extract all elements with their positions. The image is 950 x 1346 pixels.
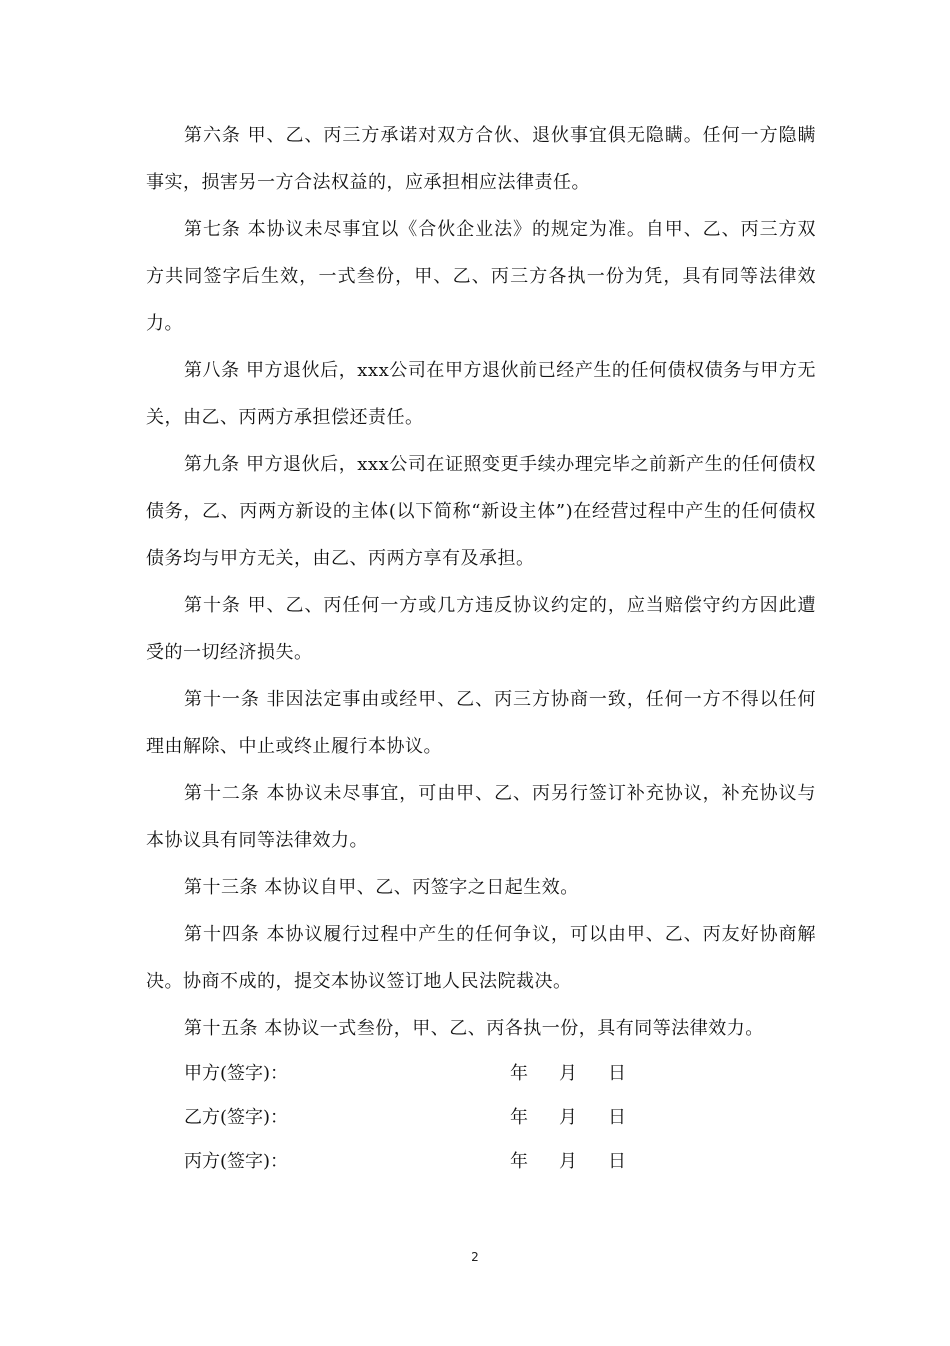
date-day-label: 日	[608, 1151, 626, 1172]
clause-11: 第十一条 非因法定事由或经甲、乙、丙三方协商一致，任何一方不得以任何理由解除、中止或终止履行本协议。	[146, 689, 816, 757]
clause-10: 第十条 甲、乙、丙任何一方或几方违反协议约定的，应当赔偿守约方因此遭受的一切经济损失。	[146, 595, 816, 663]
signature-label: 乙方(签字)：	[184, 1107, 289, 1128]
date-year-label: 年	[510, 1107, 528, 1128]
signature-row-party-a	[146, 1052, 816, 1096]
clause-14: 第十四条 本协议履行过程中产生的任何争议，可以由甲、乙、丙友好协商解决。协商不成的，提交本协议签订地人民法院裁决。	[146, 924, 816, 992]
signature-block	[146, 1052, 816, 1184]
date-day-label: 日	[608, 1107, 626, 1128]
signature-label: 丙方(签字)：	[184, 1151, 289, 1172]
clause-8: 第八条 甲方退伙后，xxx公司在甲方退伙前已经产生的任何债权债务与甲方无关，由乙、丙两方承担偿还责任。	[146, 360, 816, 428]
clause-9: 第九条 甲方退伙后，xxx公司在证照变更手续办理完毕之前新产生的任何债权债务，乙、丙两方新设的主体(以下简称“新设主体”)在经营过程中产生的任何债权债务均与甲方无关，由乙、丙两方享有及承担。	[146, 454, 816, 569]
document-body	[146, 112, 816, 1184]
page-number: 2	[471, 1250, 479, 1264]
signature-row-party-c	[146, 1140, 816, 1184]
clause-13: 第十三条 本协议自甲、乙、丙签字之日起生效。	[184, 877, 579, 898]
date-month-label: 月	[559, 1151, 577, 1172]
date-month-label: 月	[559, 1063, 577, 1084]
date-month-label: 月	[559, 1107, 577, 1128]
signature-label: 甲方(签字)：	[184, 1063, 289, 1084]
date-year-label: 年	[510, 1063, 528, 1084]
clause-7: 第七条 本协议未尽事宜以《合伙企业法》的规定为准。自甲、乙、丙三方双方共同签字后生效，一式叁份，甲、乙、丙三方各执一份为凭，具有同等法律效力。	[146, 219, 816, 334]
date-day-label: 日	[608, 1063, 626, 1084]
date-year-label: 年	[510, 1151, 528, 1172]
clause-15: 第十五条 本协议一式叁份，甲、乙、丙各执一份，具有同等法律效力。	[184, 1018, 764, 1039]
signature-row-party-b	[146, 1096, 816, 1140]
clause-6: 第六条 甲、乙、丙三方承诺对双方合伙、退伙事宜俱无隐瞒。任何一方隐瞒事实，损害另一方合法权益的，应承担相应法律责任。	[146, 125, 816, 193]
clause-12: 第十二条 本协议未尽事宜，可由甲、乙、丙另行签订补充协议，补充协议与本协议具有同等法律效力。	[146, 783, 816, 851]
